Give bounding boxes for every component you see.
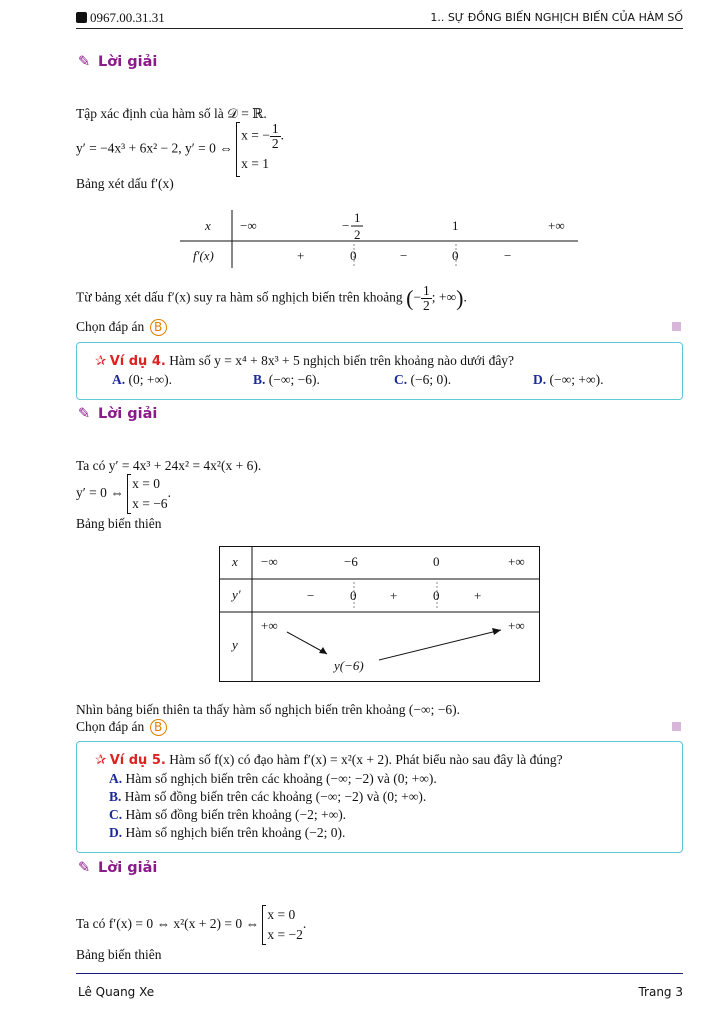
sign-table-x-label: x [205, 218, 211, 233]
derivative-line-4: Ta có y′ = 4x³ + 24x² = 4x²(x + 6). [76, 458, 262, 473]
example-4-option-b[interactable]: B. (−∞; −6). [253, 372, 320, 387]
vt-sign-2: 0 [350, 588, 357, 603]
phone-icon [76, 12, 87, 23]
example-4-option-d[interactable]: D. (−∞; +∞). [533, 372, 604, 387]
sign-table-caption: Bảng xét dấu f′(x) [76, 176, 174, 191]
x-half-den: 2 [354, 227, 361, 242]
solution-cases: x = − $\frac{1}{2}$ . x = 1 [236, 122, 284, 177]
answer-badge: B [150, 719, 167, 736]
qed-mark [672, 322, 681, 331]
x-half-minus: − [342, 218, 350, 233]
example-5-option-c[interactable]: C. Hàm số đồng biến trên khoảng (−2; +∞). [109, 807, 347, 822]
vt-x-neg-six: −6 [344, 554, 358, 569]
solution-heading-5: ✎ Lời giải [78, 860, 158, 876]
solution-heading-3: ✎ Lời giải [78, 54, 158, 70]
sign-table-row-label: f′(x) [193, 248, 214, 263]
variation-table-caption: Bảng biến thiên [76, 516, 162, 531]
x-pos-inf: +∞ [548, 218, 565, 233]
vt-yp-label: y′ [232, 587, 241, 602]
footer-page: Trang 3 [638, 985, 683, 999]
answer-badge: B [150, 319, 167, 336]
sign-1: + [297, 248, 305, 263]
edit-icon: ✎ [78, 54, 91, 70]
example-5-question: ✰ Ví dụ 5. Hàm số f(x) có đạo hàm f′(x) = x²(x + 2). Phát biểu nào sau đây là đúng? [95, 752, 563, 768]
vt-sign-4: 0 [433, 588, 440, 603]
example-4-option-a[interactable]: A. (0; +∞). [112, 372, 172, 387]
example-4-option-c[interactable]: C. (−6; 0). [394, 372, 452, 387]
vt-x-neg-inf: −∞ [261, 554, 278, 569]
zero-line-5: Ta có f′(x) = 0 ⇔ x²(x + 2) = 0 ⇔ x = 0 x = −2 . [76, 905, 306, 945]
header-chapter: 1.. SỰ ĐỒNG BIẾN NGHỊCH BIẾN CỦA HÀM SỐ [430, 11, 683, 24]
example-4-box [76, 342, 683, 400]
example-5-option-a[interactable]: A. Hàm số nghịch biến trên các khoảng (−∞; −2) và (0; +∞). [109, 771, 437, 786]
conclusion-3: Từ bảng xét dấu f′(x) suy ra hàm số nghịch biến trên khoảng (− $\frac{1}{2}$ ; +∞). [76, 283, 467, 313]
edit-icon: ✎ [78, 860, 91, 876]
header-phone: 0967.00.31.31 [76, 10, 165, 26]
sign-table [180, 208, 580, 272]
derivative-line: y′ = −4x³ + 6x² − 2, y′ = 0 ⇔ x = − $\frac{1}{2}$ . x = 1 [76, 122, 284, 177]
answer-line-4: Chọn đáp án B [76, 719, 167, 736]
sign-3: − [400, 248, 408, 263]
sign-2: 0 [350, 248, 357, 263]
variation-table [219, 546, 541, 683]
example-4-question: ✰ Ví dụ 4. Hàm số y = x⁴ + 8x³ + 5 nghịch biến trên khoảng nào dưới đây? [95, 353, 515, 369]
vt-sign-1: − [307, 588, 315, 603]
x-one: 1 [452, 218, 459, 233]
vt-x-pos-inf: +∞ [508, 554, 525, 569]
variation-table-caption-5: Bảng biến thiên [76, 947, 162, 962]
vt-y-right: +∞ [508, 618, 525, 633]
answer-line-3: Chọn đáp án B [76, 319, 167, 336]
zero-line-4: y′ = 0 ⇔ x = 0 x = −6 . [76, 474, 171, 514]
example-icon: ✰ [95, 353, 107, 368]
domain-line: Tập xác định của hàm số là 𝒟 = ℝ. [76, 106, 267, 121]
x-half-num: 1 [354, 210, 361, 225]
sign-4: 0 [452, 248, 459, 263]
edit-icon: ✎ [78, 406, 91, 422]
vt-x-label: x [232, 554, 238, 569]
vt-sign-5: + [474, 588, 482, 603]
vt-y-label: y [232, 637, 238, 652]
footer-author: Lê Quang Xe [78, 985, 155, 999]
qed-mark [672, 722, 681, 731]
vt-sign-3: + [390, 588, 398, 603]
sign-5: − [504, 248, 512, 263]
x-neg-inf: −∞ [240, 218, 257, 233]
vt-y-min: y(−6) [334, 658, 364, 673]
example-5-option-d[interactable]: D. Hàm số nghịch biến trên khoảng (−2; 0). [109, 825, 346, 840]
example-5-box [76, 741, 683, 853]
example-5-option-b[interactable]: B. Hàm số đồng biến trên các khoảng (−∞; −2) và (0; +∞). [109, 789, 427, 804]
footer-divider [76, 973, 683, 974]
header-divider [76, 28, 683, 29]
solution-heading-4: ✎ Lời giải [78, 406, 158, 422]
vt-y-left: +∞ [261, 618, 278, 633]
example-icon: ✰ [95, 752, 107, 767]
conclusion-4: Nhìn bảng biến thiên ta thấy hàm số nghịch biến trên khoảng (−∞; −6). [76, 702, 461, 717]
vt-x-zero: 0 [433, 554, 440, 569]
